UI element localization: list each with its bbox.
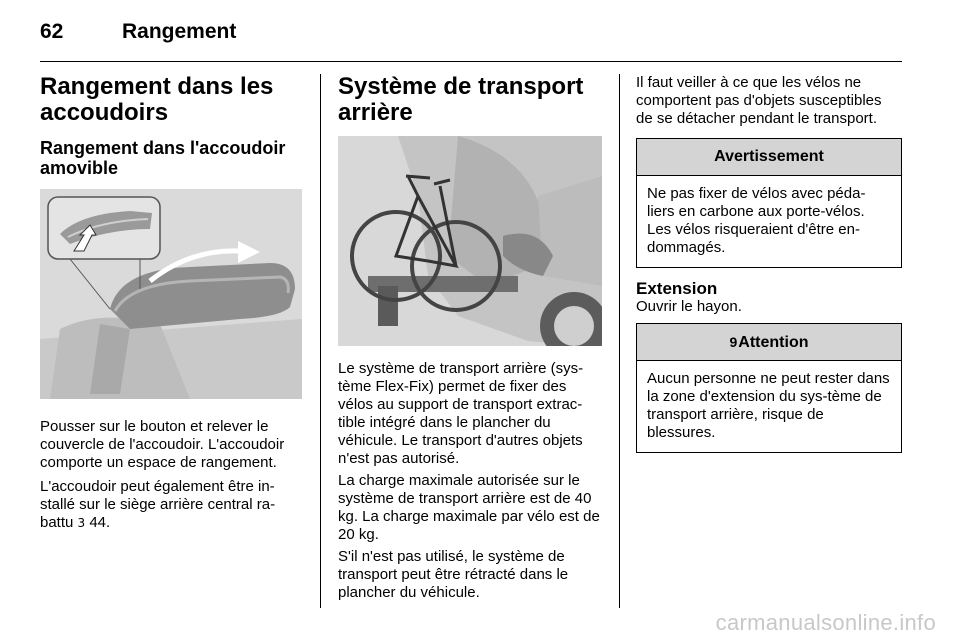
attention-header <box>637 324 901 361</box>
attention-box <box>636 323 902 453</box>
warning-heading: Avertissement <box>637 139 901 176</box>
section-title: Rangement <box>122 20 237 43</box>
attention-heading: Attention <box>738 334 809 351</box>
bike-carrier-paragraph-1: Le système de transport arrière (sys-tème Flex-Fix) permet de fixer des vélos au support de transport extrac-tible intégré dans le plancher du véhicule. Le transport d'autres objets n'est pas autorisé. <box>338 360 584 467</box>
column-extension <box>636 74 902 453</box>
page-reference: 44. <box>85 514 111 531</box>
warning-text: Ne pas fixer de vélos avec péda-liers en carbone aux porte-vélos. Les vélos risqueraient d'être en-dommagés. <box>647 185 866 256</box>
column-divider-1 <box>320 74 321 608</box>
watermark: carmanualsonline.info <box>715 610 936 635</box>
bike-carrier-paragraph-3: S'il n'est pas utilisé, le système de transport peut être rétracté dans le plancher du véhicule. <box>338 548 569 601</box>
extension-heading: Extension <box>636 279 718 298</box>
column-divider-2 <box>619 74 620 608</box>
bike-carrier-paragraph-2: La charge maximale autorisée sur le système de transport arrière est de 40 kg. La charge maximale par vélo est de 20 kg. <box>338 472 600 543</box>
armrest-subheading: Rangement dans l'accoudoir amovible <box>40 138 286 178</box>
armrest-paragraph-2-text: L'accoudoir peut également être in-stallé sur le siège arrière central ra-battu <box>40 478 276 531</box>
armrest-heading: Rangement dans les accoudoirs <box>40 73 274 126</box>
attention-text: Aucun personne ne peut rester dans la zone d'extension du sys-tème de transport arrière, risque de blessures. <box>647 370 890 441</box>
warning-box <box>636 138 902 268</box>
bike-carrier-illustration <box>338 136 602 346</box>
page-number: 62 <box>40 20 64 43</box>
header-divider <box>40 61 902 62</box>
bike-carrier-heading: Système de transport arrière <box>338 73 584 126</box>
page-header <box>40 20 902 50</box>
extension-step: Ouvrir le hayon. <box>636 298 742 315</box>
armrest-paragraph-2 <box>40 478 304 532</box>
column-bike-carrier <box>338 74 603 602</box>
column-armrest <box>40 74 304 532</box>
intro-paragraph: Il faut veiller à ce que les vélos ne comportent pas d'objets susceptibles de se détacher pendant le transport. <box>636 74 882 127</box>
page-reference-icon: 3 <box>77 516 86 530</box>
warning-triangle-icon: 9 <box>729 334 738 350</box>
armrest-paragraph-1: Pousser sur le bouton et relever le couvercle de l'accoudoir. L'accoudoir comporte un espace de rangement. <box>40 418 285 471</box>
armrest-illustration <box>40 189 302 399</box>
